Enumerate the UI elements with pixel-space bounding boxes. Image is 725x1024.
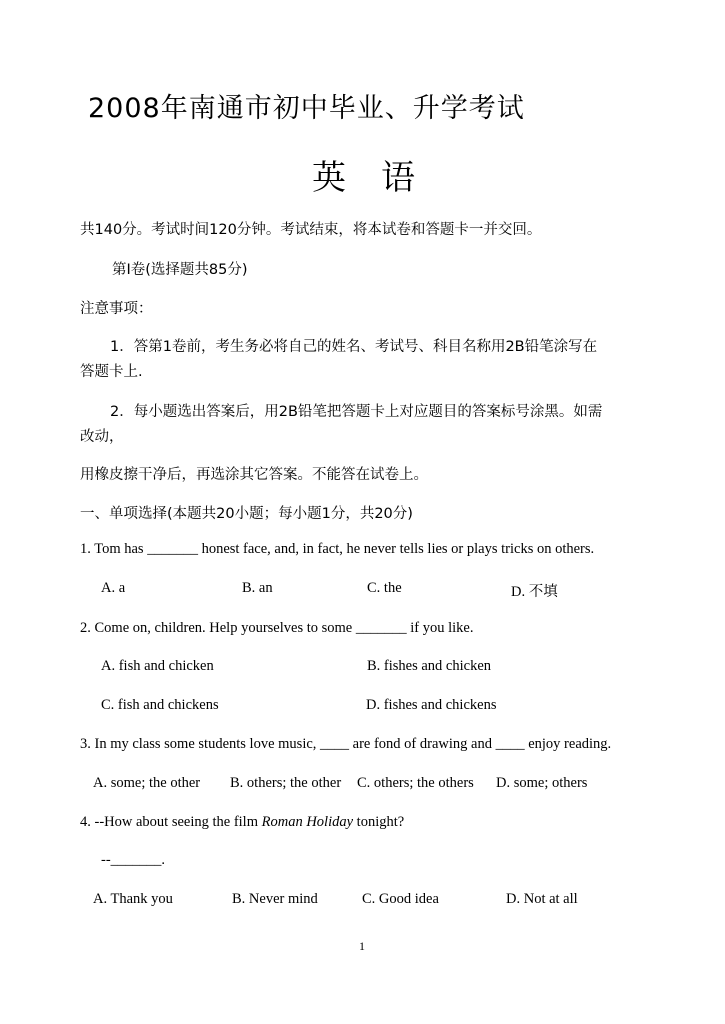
q4-option-b: B. Never mind (232, 891, 318, 907)
note-2-line-3: 用橡皮擦干净后，再选涂其它答案。不能答在试卷上。 (80, 467, 428, 483)
q1-option-b: B. an (242, 580, 273, 596)
q3-option-a: A. some; the other (93, 775, 201, 791)
q1-option-a: A. a (101, 580, 126, 596)
notes-heading: 注意事项： (80, 301, 153, 317)
question-2-stem: 2. Come on, children. Help yourselves to some _______ if you like. (80, 620, 474, 636)
q2-option-b: B. fishes and chicken (367, 658, 492, 674)
note-1-line-2: 答题卡上. (80, 364, 143, 380)
q1-option-c: C. the (367, 580, 402, 596)
q2-option-c: C. fish and chickens (101, 697, 219, 713)
exam-title: 2008年南通市初中毕业、升学考试 (88, 93, 525, 124)
question-3-stem: 3. In my class some students love music, ____ are fond of drawing and ____ enjoy reading. (80, 736, 612, 752)
part-title: 第Ⅰ卷(选择题共85分) (112, 262, 248, 278)
q1-option-d: D. 不填 (511, 584, 558, 600)
q4-stem-post: tonight? (353, 814, 405, 830)
subject-char-2: 语 (381, 158, 417, 198)
q2-option-a: A. fish and chicken (101, 658, 214, 674)
page-number: 1 (359, 939, 365, 953)
q4-option-a: A. Thank you (93, 891, 173, 907)
q4-stem-pre: 4. --How about seeing the film (80, 814, 262, 830)
subject-char-1: 英 (312, 158, 348, 198)
q4-option-d: D. Not at all (506, 891, 578, 907)
q2-option-d: D. fishes and chickens (366, 697, 497, 713)
note-2-line-1: 2．每小题选出答案后，用2B铅笔把答题卡上对应题目的答案标号涂黑。如需 (110, 404, 603, 420)
question-4-stem (80, 814, 404, 831)
note-1-line-1: 1．答第1卷前，考生务必将自己的姓名、考试号、科目名称用2B铅笔涂写在 (110, 339, 598, 355)
note-2-line-2: 改动， (80, 429, 124, 445)
question-1-stem: 1. Tom has _______ honest face, and, in fact, he never tells lies or plays tricks on others. (80, 541, 595, 557)
q3-option-b: B. others; the other (230, 775, 342, 791)
q3-option-d: D. some; others (496, 775, 588, 791)
section-heading: 一、单项选择(本题共20小题；每小题1分，共20分) (80, 506, 413, 522)
q4-option-c: C. Good idea (362, 891, 439, 907)
q4-film-title: Roman Holiday (261, 814, 354, 830)
q4-reply-blank: --_______. (101, 852, 166, 868)
exam-info: 共140分。考试时间120分钟。考试结束，将本试卷和答题卡一并交回。 (80, 222, 542, 238)
q3-option-c: C. others; the others (357, 775, 474, 791)
